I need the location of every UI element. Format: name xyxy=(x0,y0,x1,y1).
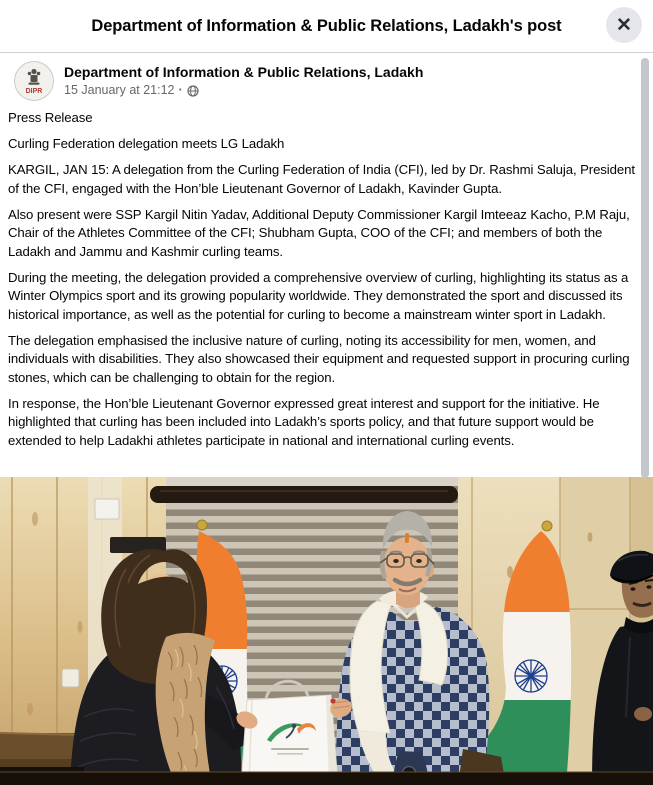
avatar-label: DIPR xyxy=(25,88,43,95)
post-paragraph: During the meeting, the delegation provided a comprehensive overview of curling, highlighting its status as a Winter Olympics sport and its growing popularity worldwide. They demonstrated the sport and discussed its historical importance, as well as the potential for curling to become a mainstream winter sport in Ladakh. xyxy=(8,269,629,322)
post-paragraph: Also present were SSP Kargil Nitin Yadav, Additional Deputy Commissioner Kargil Imteeaz Kacho, P.M Raju, Chair of the Athletes Committee of the CFI; Shubham Gupta, COO of the CFI; and members of both the Ladakh and Jammu and Kashmir curling teams. xyxy=(8,206,630,259)
post-text xyxy=(0,105,653,477)
curtain-rod xyxy=(150,486,458,503)
globe-icon xyxy=(187,85,199,97)
post-meta xyxy=(64,83,423,98)
post-paragraph: The delegation emphasised the inclusive nature of curling, noting its accessibility for men, women, and individuals with disabilities. They also showcased their equipment and requested support in procuring curling stones, which can be challenging to obtain for the region. xyxy=(8,332,630,385)
meta-separator: · xyxy=(178,83,183,97)
tilak-mark xyxy=(405,533,410,543)
post-paragraph: KARGIL, JAN 15: A delegation from the Curling Federation of India (CFI), led by Dr. Rashmi Saluja, President of the CFI, engaged with the Hon’ble Lieutenant Governor of Ladakh, Kavinder Gupta. xyxy=(8,162,635,196)
dialog-title: Department of Information & Public Relations, Ladakh's post xyxy=(91,16,562,35)
close-icon: ✕ xyxy=(616,14,632,36)
post-photo[interactable] xyxy=(0,477,653,785)
post-header-text xyxy=(64,61,423,98)
post-paragraph: Curling Federation delegation meets LG Ladakh xyxy=(8,136,285,151)
post-paragraph: Press Release xyxy=(8,110,93,125)
close-button[interactable] xyxy=(606,7,642,43)
scrollbar-thumb[interactable] xyxy=(641,58,649,478)
timestamp-link[interactable]: 15 January at 21:12 xyxy=(64,83,175,97)
chakra-icon xyxy=(515,660,547,692)
author-link[interactable]: Department of Information & Public Relations, Ladakh xyxy=(64,64,424,80)
red-ring xyxy=(330,698,335,703)
dialog-header xyxy=(0,0,653,53)
post-paragraph: In response, the Hon’ble Lieutenant Governor expressed great interest and support for the initiative. He highlighted that curling has been included into Ladakh’s sports policy, and that future support would be extended to help Ladakhi athletes participate in national and international curling events. xyxy=(8,395,600,448)
post-header xyxy=(0,53,653,105)
wall-box xyxy=(95,499,119,519)
light-switch xyxy=(62,669,79,687)
avatar[interactable] xyxy=(14,61,54,101)
